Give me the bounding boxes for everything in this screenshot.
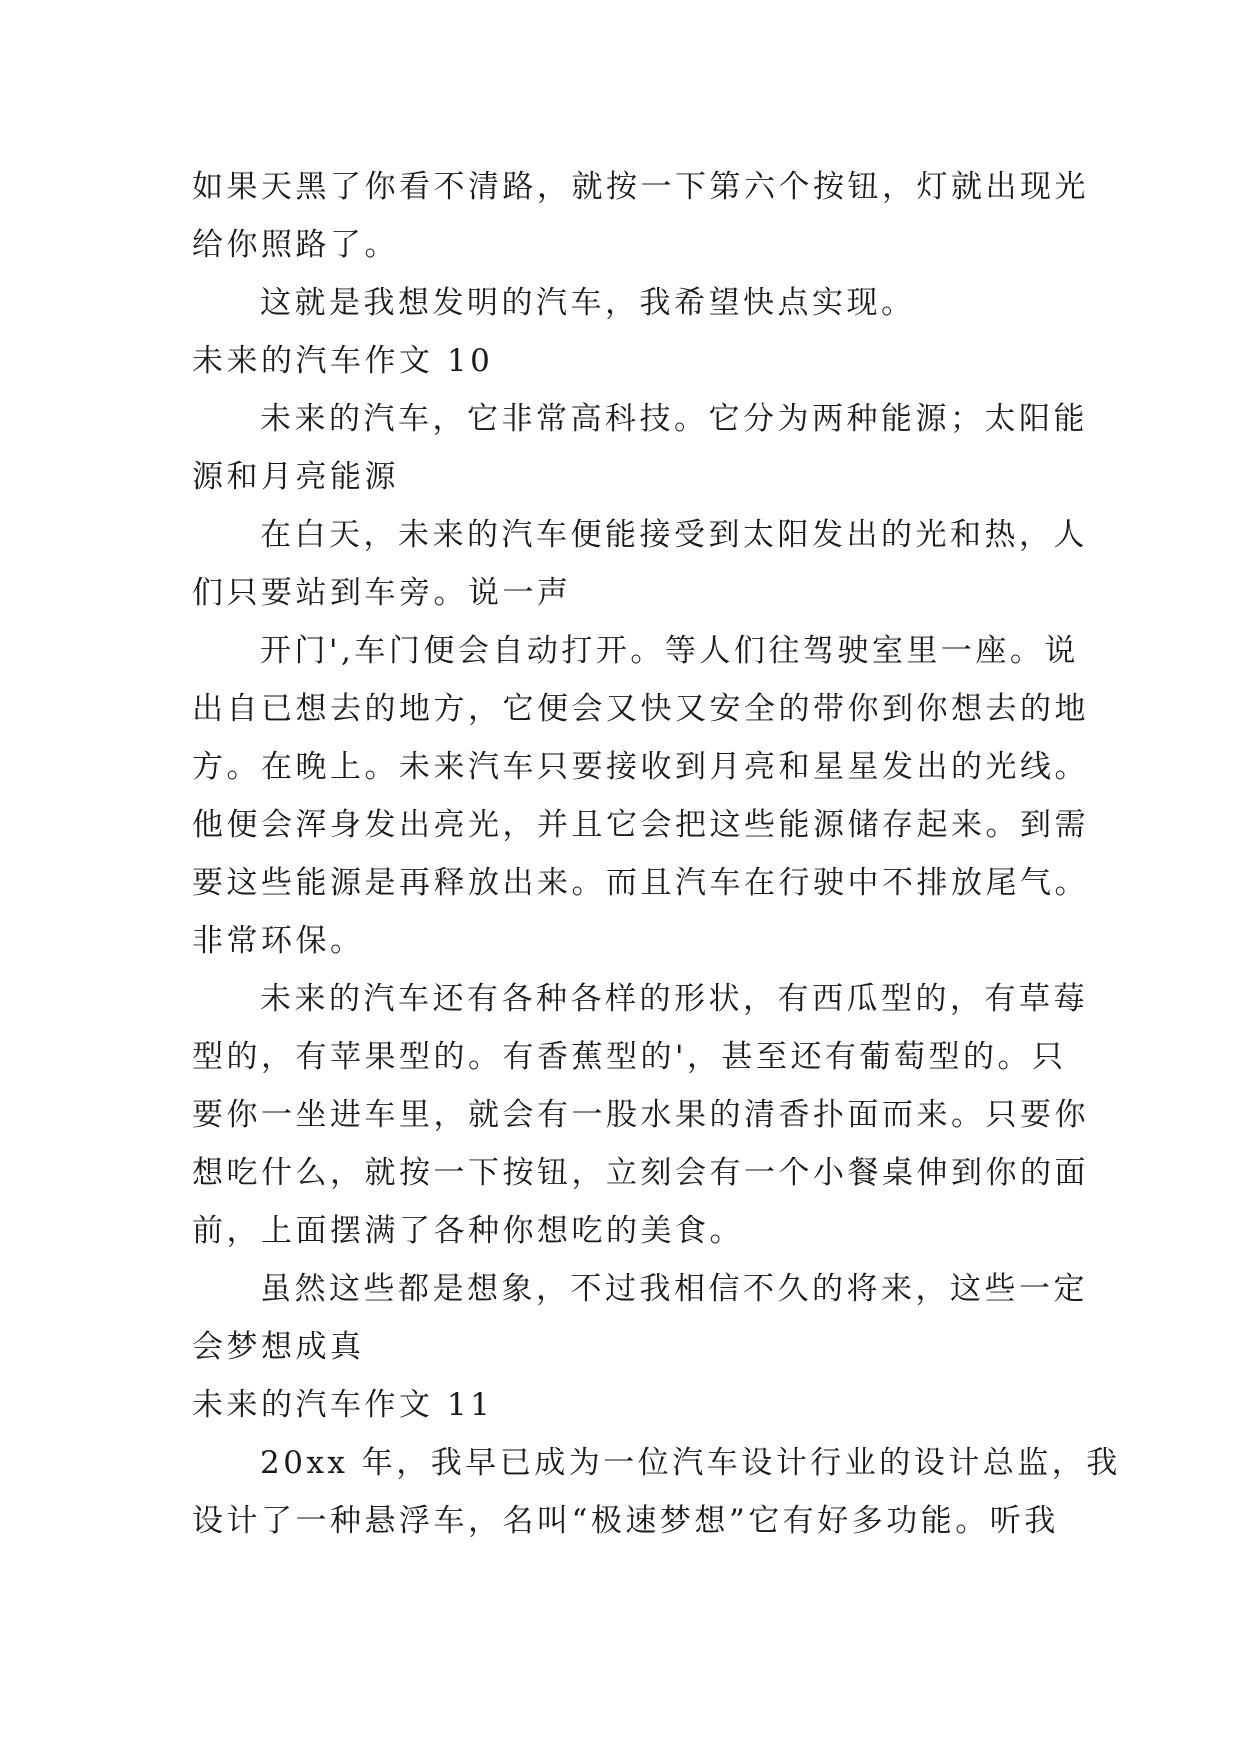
paragraph-line: 要你一坐进车里，就会有一股水果的清香扑面而来。只要你 <box>192 1097 1089 1133</box>
document-body <box>192 158 1121 1550</box>
paragraph-line: 这就是我想发明的汽车，我希望快点实现。 <box>260 285 916 321</box>
paragraph-line: 未来的汽车，它非常高科技。它分为两种能源；太阳能 <box>260 401 1088 437</box>
paragraph-line: 要这些能源是再释放出来。而且汽车在行驶中不排放尾气。 <box>192 865 1089 901</box>
section-heading: 未来的汽车作文 11 <box>192 1387 494 1423</box>
paragraph-line: 会梦想成真 <box>192 1329 365 1365</box>
paragraph-line: 如果天黑了你看不清路，就按一下第六个按钮，灯就出现光 <box>192 169 1089 205</box>
paragraph-line: 想吃什么，就按一下按钮，立刻会有一个小餐桌伸到你的面 <box>192 1155 1089 1191</box>
paragraph-line: 他便会浑身发出亮光，并且它会把这些能源储存起来。到需 <box>192 807 1089 843</box>
paragraph-line: 非常环保。 <box>192 923 365 959</box>
paragraph-line: 设计了一种悬浮车，名叫“极速梦想”它有好多功能。听我 <box>192 1503 1059 1539</box>
paragraph-line: 出自已想去的地方，它便会又快又安全的带你到你想去的地 <box>192 691 1089 727</box>
paragraph-line: 前，上面摆满了各种你想吃的美食。 <box>192 1213 744 1249</box>
paragraph-line: 开门',车门便会自动打开。等人们往驾驶室里一座。说 <box>260 633 1079 669</box>
paragraph-line: 方。在晚上。未来汽车只要接收到月亮和星星发出的光线。 <box>192 749 1089 785</box>
section-heading: 未来的汽车作文 10 <box>192 343 494 379</box>
paragraph-line: 源和月亮能源 <box>192 459 399 495</box>
paragraph-line: 型的，有苹果型的。有香蕉型的'，甚至还有葡萄型的。只 <box>192 1039 1067 1075</box>
paragraph-line: 未来的汽车还有各种各样的形状，有西瓜型的，有草莓 <box>260 981 1088 1017</box>
paragraph-line: 在白天，未来的汽车便能接受到太阳发出的光和热，人 <box>260 517 1088 553</box>
paragraph-line: 虽然这些都是想象，不过我相信不久的将来，这些一定 <box>260 1271 1088 1307</box>
paragraph-line: 们只要站到车旁。说一声 <box>192 575 572 611</box>
paragraph-line: 20xx 年，我早已成为一位汽车设计行业的设计总监，我 <box>260 1445 1121 1481</box>
paragraph-line: 给你照路了。 <box>192 227 399 263</box>
